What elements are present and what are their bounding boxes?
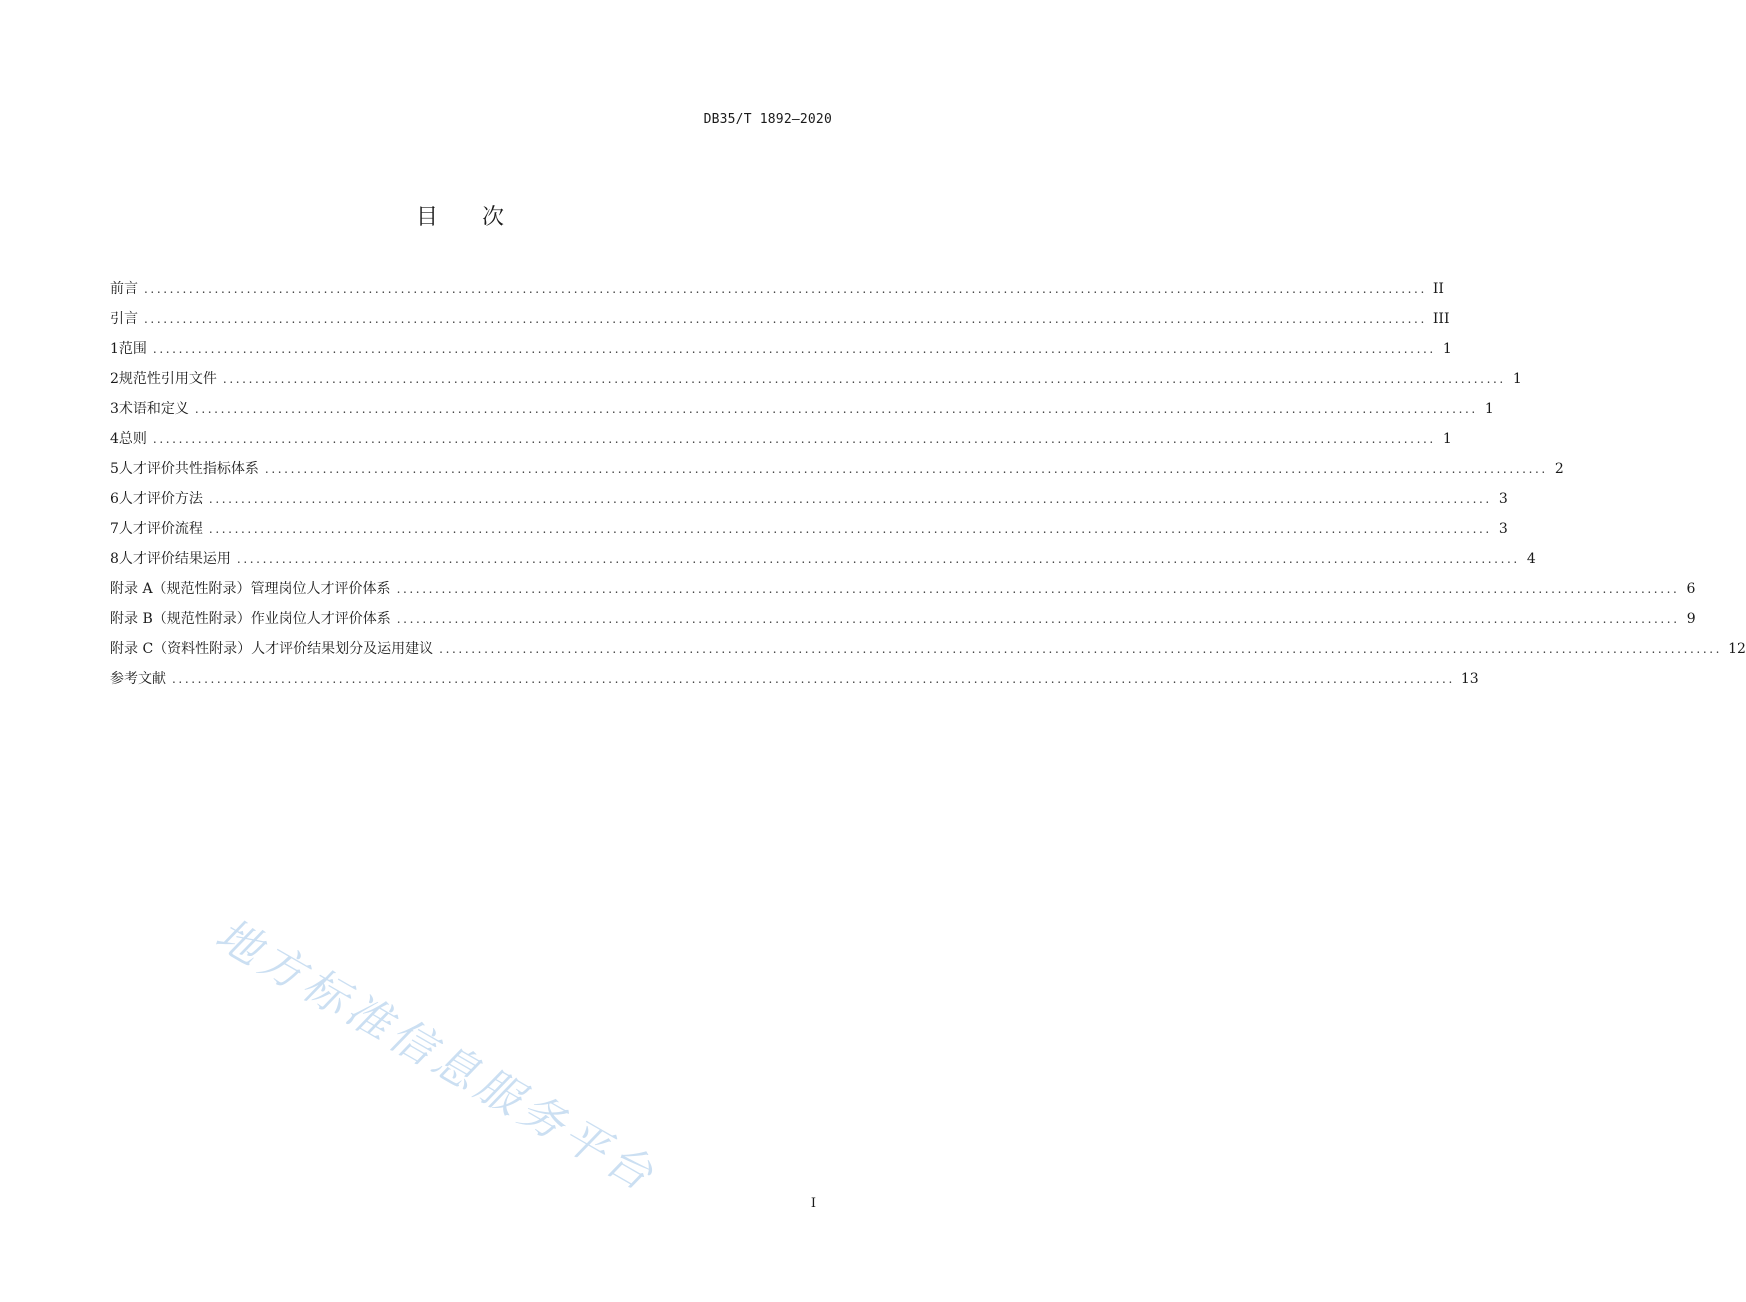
toc-item-label: 前言 bbox=[110, 281, 138, 297]
toc-item-page: 1 bbox=[1484, 401, 1494, 417]
toc-item-label: 范围 bbox=[118, 341, 147, 357]
toc-title-char-2: 次 bbox=[482, 205, 505, 230]
toc-item-sublabel: 作业岗位人才评价体系 bbox=[250, 611, 391, 627]
toc-title-char-1: 目 bbox=[415, 205, 438, 230]
toc-item-page: III bbox=[1432, 311, 1450, 327]
toc-item-foreword[interactable] bbox=[110, 278, 1444, 308]
toc-item-page: 2 bbox=[1554, 461, 1564, 477]
toc-leader-dots: ........................................................................................................................................................................................................ bbox=[222, 372, 1506, 386]
toc-item-page: II bbox=[1432, 281, 1444, 297]
toc-leader-dots: ........................................................................................................................................................................................................ bbox=[194, 402, 1478, 416]
toc-item-common-indicators[interactable] bbox=[110, 458, 1564, 488]
toc-item-appendix-b[interactable] bbox=[110, 608, 1696, 638]
toc-item-scope[interactable] bbox=[110, 338, 1452, 368]
toc-item-appendix-a[interactable] bbox=[110, 578, 1696, 608]
toc-item-number: 7 bbox=[110, 521, 119, 537]
toc-item-terms-definitions[interactable] bbox=[110, 398, 1494, 428]
toc-leader-dots: ........................................................................................................................................................................................................ bbox=[396, 582, 1680, 596]
toc-leader-dots: ........................................................................................................................................................................................................ bbox=[152, 432, 1436, 446]
toc-item-label: 人才评价共性指标体系 bbox=[118, 461, 259, 477]
toc-list bbox=[110, 278, 1746, 698]
toc-leader-dots: ........................................................................................................................................................................................................ bbox=[264, 462, 1548, 476]
toc-leader-dots: ........................................................................................................................................................................................................ bbox=[396, 612, 1680, 626]
toc-item-label: 术语和定义 bbox=[118, 401, 189, 417]
toc-item-appendix-c[interactable] bbox=[110, 638, 1746, 668]
toc-item-evaluation-process[interactable] bbox=[110, 518, 1508, 548]
document-code: DB35/T 1892—2020 bbox=[703, 112, 832, 127]
toc-item-label: 规范性引用文件 bbox=[118, 371, 217, 387]
toc-item-evaluation-methods[interactable] bbox=[110, 488, 1508, 518]
toc-item-sublabel: 管理岗位人才评价体系 bbox=[250, 581, 391, 597]
toc-item-number: 3 bbox=[110, 401, 119, 417]
toc-item-page: 1 bbox=[1512, 371, 1522, 387]
toc-item-label: 总则 bbox=[118, 431, 147, 447]
toc-leader-dots: ........................................................................................................................................................................................................ bbox=[172, 672, 1455, 686]
toc-item-label: 附录 A（规范性附录） bbox=[110, 581, 251, 597]
toc-item-label: 附录 C（资料性附录） bbox=[110, 641, 252, 657]
page-number: I bbox=[810, 1196, 816, 1211]
toc-item-label: 引言 bbox=[110, 311, 138, 327]
toc-item-number: 1 bbox=[110, 341, 119, 357]
toc-item-sublabel: 人才评价结果划分及运用建议 bbox=[251, 641, 434, 657]
toc-item-page: 3 bbox=[1498, 491, 1508, 507]
toc-leader-dots: ........................................................................................................................................................................................................ bbox=[208, 492, 1492, 506]
toc-item-page: 1 bbox=[1442, 431, 1452, 447]
toc-leader-dots: ........................................................................................................................................................................................................ bbox=[152, 342, 1436, 356]
toc-item-page: 4 bbox=[1526, 551, 1536, 567]
toc-item-page: 12 bbox=[1728, 641, 1746, 657]
toc-leader-dots: ........................................................................................................................................................................................................ bbox=[208, 522, 1492, 536]
watermark-text: 地方标准信息服务平台 bbox=[207, 908, 666, 1203]
toc-item-bibliography[interactable] bbox=[110, 668, 1479, 698]
toc-item-introduction[interactable] bbox=[110, 308, 1450, 338]
toc-item-label: 人才评价流程 bbox=[118, 521, 203, 537]
toc-item-page: 13 bbox=[1460, 671, 1479, 687]
toc-item-normative-references[interactable] bbox=[110, 368, 1522, 398]
toc-leader-dots: ........................................................................................................................................................................................................ bbox=[236, 552, 1520, 566]
toc-leader-dots: ........................................................................................................................................................................................................ bbox=[439, 642, 1723, 656]
toc-item-page: 9 bbox=[1686, 611, 1696, 627]
toc-leader-dots: ........................................................................................................................................................................................................ bbox=[144, 312, 1427, 326]
toc-item-general[interactable] bbox=[110, 428, 1452, 458]
toc-title bbox=[0, 200, 920, 231]
toc-leader-dots: ........................................................................................................................................................................................................ bbox=[144, 282, 1427, 296]
toc-item-number: 4 bbox=[110, 431, 119, 447]
toc-item-page: 6 bbox=[1686, 581, 1696, 597]
toc-item-page: 3 bbox=[1498, 521, 1508, 537]
toc-item-number: 8 bbox=[110, 551, 119, 567]
toc-item-number: 2 bbox=[110, 371, 119, 387]
toc-item-label: 人才评价方法 bbox=[118, 491, 203, 507]
toc-item-number: 5 bbox=[110, 461, 119, 477]
toc-item-label: 附录 B（规范性附录） bbox=[110, 611, 251, 627]
toc-item-number: 6 bbox=[110, 491, 119, 507]
toc-item-label: 参考文献 bbox=[110, 671, 166, 687]
toc-item-page: 1 bbox=[1442, 341, 1452, 357]
toc-item-label: 人才评价结果运用 bbox=[118, 551, 231, 567]
toc-item-result-application[interactable] bbox=[110, 548, 1536, 578]
